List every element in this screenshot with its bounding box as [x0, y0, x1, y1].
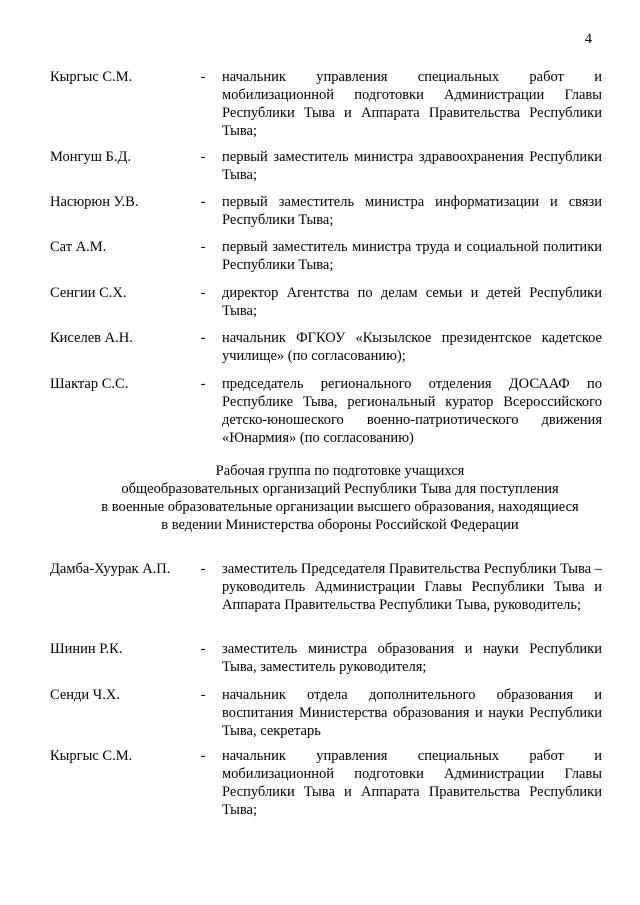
section-title-line: Рабочая группа по подготовке учащихся	[215, 463, 465, 479]
dash: -	[200, 687, 206, 703]
section-title-line: в военные образовательные организации высшего образования, находящиеся	[101, 499, 579, 515]
member-name: Насюрюн У.В.	[50, 194, 139, 210]
member-name: Сенгии С.Х.	[50, 285, 127, 301]
dash: -	[200, 376, 206, 392]
dash: -	[200, 149, 206, 165]
member-role: заместитель Председателя Правительства Республики Тыва – руководитель Администрации Главы Республики Тыва и Аппарата Правительства Республики Тыва, руководитель;	[222, 561, 602, 613]
dash: -	[200, 641, 206, 657]
member-name: Монгуш Б.Д.	[50, 149, 131, 165]
member-role: начальник отдела дополнительного образования и воспитания Министерства образования и науки Республики Тыва, секретарь	[222, 687, 602, 739]
member-name: Шактар С.С.	[50, 376, 129, 392]
member-name: Сат А.М.	[50, 239, 107, 255]
list-item	[0, 68, 640, 140]
member-role: начальник управления специальных работ и мобилизационной подготовки Администрации Главы Республики Тыва и Аппарата Правительства Республики Тыва;	[222, 748, 602, 818]
section-title-line: общеобразовательных организаций Республики Тыва для поступления	[121, 481, 559, 497]
member-name: Киселев А.Н.	[50, 330, 133, 346]
member-role: первый заместитель министра труда и социальной политики Республики Тыва;	[222, 239, 602, 273]
dash: -	[200, 239, 206, 255]
dash: -	[200, 330, 206, 346]
section-title	[60, 462, 620, 534]
member-role: председатель регионального отделения ДОСААФ по Республике Тыва, региональный куратор Всероссийского детско-юношеского военно-патриотического движения «Юнармия» (по согласованию)	[222, 376, 602, 446]
dash: -	[200, 194, 206, 210]
section-title-line: в ведении Министерства обороны Российской Федерации	[161, 517, 519, 533]
member-role: начальник ФГКОУ «Кызылское президентское кадетское училище» (по согласованию);	[222, 330, 602, 364]
member-name: Дамба-Хуурак А.П.	[50, 561, 171, 577]
member-role: первый заместитель министра информатизации и связи Республики Тыва;	[222, 194, 602, 228]
dash: -	[200, 561, 206, 577]
member-role: директор Агентства по делам семьи и детей Республики Тыва;	[222, 285, 602, 319]
member-role: первый заместитель министра здравоохранения Республики Тыва;	[222, 149, 602, 183]
dash: -	[200, 69, 206, 85]
dash: -	[200, 285, 206, 301]
member-name: Кыргыс С.М.	[50, 69, 133, 85]
member-name: Шинин Р.К.	[50, 641, 123, 657]
member-role: начальник управления специальных работ и мобилизационной подготовки Администрации Главы Республики Тыва и Аппарата Правительства Республики Тыва;	[222, 69, 602, 139]
dash: -	[200, 748, 206, 764]
page-number: 4	[584, 31, 592, 47]
member-name: Кыргыс С.М.	[50, 748, 133, 764]
member-role: заместитель министра образования и науки Республики Тыва, заместитель руководителя;	[222, 641, 602, 675]
member-name: Сенди Ч.Х.	[50, 687, 120, 703]
